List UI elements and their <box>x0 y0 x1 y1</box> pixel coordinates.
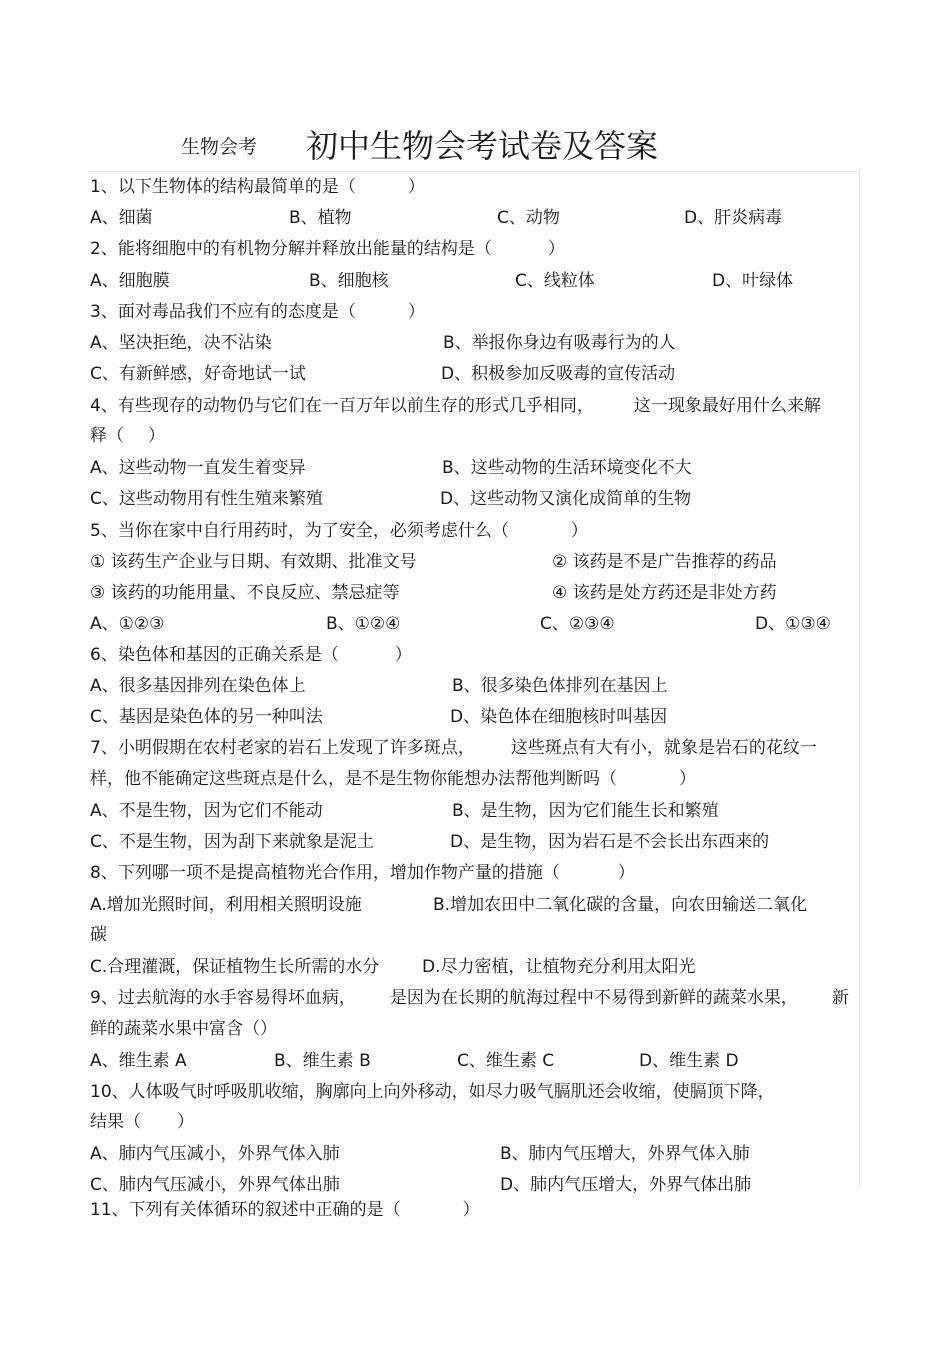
question-9-stem-line-2: 鲜的蔬菜水果中富含（） <box>90 1019 277 1039</box>
question-2-option-d: D、叶绿体 <box>712 271 794 291</box>
question-5-option-d: D、①③④ <box>755 614 831 634</box>
question-5-item-4: ④ 该药是处方药还是非处方药 <box>552 583 777 603</box>
question-7-option-a: A、不是生物，因为它们不能动 <box>90 801 323 821</box>
question-3-option-b: B、举报你身边有吸毒行为的人 <box>443 333 676 353</box>
question-9-stem-line-1: 9、过去航海的水手容易得坏血病， 是因为在长期的航海过程中不易得到新鲜的蔬菜水果， 新 <box>90 988 849 1008</box>
question-8-option-b-continued: 碳 <box>90 925 107 945</box>
question-6-option-a: A、很多基因排列在染色体上 <box>90 676 306 696</box>
question-5-option-c: C、②③④ <box>540 614 615 634</box>
question-8-option-a: A.增加光照时间，利用相关照明设施 <box>90 895 362 915</box>
question-2-stem: 2、能将细胞中的有机物分解并释放出能量的结构是（ ） <box>90 239 565 259</box>
question-6-option-c: C、基因是染色体的另一种叫法 <box>90 707 323 727</box>
question-7-stem-line-1: 7、小明假期在农村老家的岩石上发现了许多斑点， 这些斑点有大有小，就象是岩石的花纹一 <box>90 738 817 758</box>
question-10-option-c: C、肺内气压减小，外界气体出肺 <box>90 1175 340 1195</box>
question-7-option-c: C、不是生物，因为刮下来就象是泥土 <box>90 832 374 852</box>
question-8-stem: 8、下列哪一项不是提高植物光合作用，增加作物产量的措施（ ） <box>90 863 635 883</box>
question-2-option-c: C、线粒体 <box>515 271 595 291</box>
question-4-option-c: C、这些动物用有性生殖来繁殖 <box>90 489 323 509</box>
question-6-option-b: B、很多染色体排列在基因上 <box>452 676 668 696</box>
question-1-option-b: B、植物 <box>289 208 352 228</box>
question-4-option-d: D、这些动物又演化成简单的生物 <box>440 489 692 509</box>
question-10-stem-line-1: 10、人体吸气时呼吸肌收缩，胸廓向上向外移动，如尽力吸气膈肌还会收缩，使膈顶下降， <box>90 1082 775 1102</box>
subject-label: 生物会考 <box>181 136 258 158</box>
question-6-stem: 6、染色体和基因的正确关系是（ ） <box>90 645 412 665</box>
question-9-option-b: B、维生素 B <box>274 1051 371 1071</box>
question-7-option-b: B、是生物，因为它们能生长和繁殖 <box>452 801 719 821</box>
question-1-option-c: C、动物 <box>497 208 560 228</box>
question-4-option-a: A、这些动物一直发生着变异 <box>90 458 306 478</box>
question-10-option-b: B、肺内气压增大，外界气体入肺 <box>500 1144 750 1164</box>
question-4-option-b: B、这些动物的生活环境变化不大 <box>442 458 692 478</box>
question-5-stem: 5、当你在家中自行用药时，为了安全，必须考虑什么（ ） <box>90 521 588 541</box>
question-6-option-d: D、染色体在细胞核时叫基因 <box>450 707 668 727</box>
question-1-stem: 1、以下生物体的结构最简单的是（ ） <box>90 177 425 197</box>
question-4-stem-line-1: 4、有些现存的动物仍与它们在一百万年以前生存的形式几乎相同， 这一现象最好用什么来解 <box>90 396 821 416</box>
question-5-item-1: ① 该药生产企业与日期、有效期、批准文号 <box>90 552 417 572</box>
question-3-option-d: D、积极参加反吸毒的宣传活动 <box>441 364 676 384</box>
question-10-stem-line-2: 结果（ ） <box>90 1112 194 1132</box>
question-2-option-a: A、细胞膜 <box>90 271 170 291</box>
question-8-option-b: B.增加农田中二氧化碳的含量，向农田输送二氧化 <box>433 895 808 915</box>
question-1-option-d: D、肝炎病毒 <box>684 208 783 228</box>
question-7-option-d: D、是生物，因为岩石是不会长出东西来的 <box>450 832 770 852</box>
question-11-stem: 11、下列有关体循环的叙述中正确的是（ ） <box>90 1200 480 1220</box>
question-5-option-a: A、①②③ <box>90 614 165 634</box>
question-10-option-d: D、肺内气压增大，外界气体出肺 <box>500 1175 752 1195</box>
question-3-stem: 3、面对毒品我们不应有的态度是（ ） <box>90 302 425 322</box>
question-5-item-2: ② 该药是不是广告推荐的药品 <box>552 552 777 572</box>
question-9-option-c: C、维生素 C <box>457 1051 555 1071</box>
question-7-stem-line-2: 样，他不能确定这些斑点是什么，是不是生物你能想办法帮他判断吗（ ） <box>90 769 696 789</box>
page-title: 初中生物会考试卷及答案 <box>306 127 659 165</box>
question-2-option-b: B、细胞核 <box>309 271 389 291</box>
question-5-item-3: ③ 该药的功能用量、不良反应、禁忌症等 <box>90 583 400 603</box>
question-5-option-b: B、①②④ <box>326 614 401 634</box>
question-3-option-c: C、有新鲜感，好奇地试一试 <box>90 364 306 384</box>
question-8-option-d: D.尽力密植，让植物充分利用太阳光 <box>422 957 696 977</box>
question-3-option-a: A、坚决拒绝，决不沾染 <box>90 333 272 353</box>
question-10-option-a: A、肺内气压减小，外界气体入肺 <box>90 1144 340 1164</box>
question-8-option-c: C.合理灌溉，保证植物生长所需的水分 <box>90 957 380 977</box>
question-4-stem-line-2: 释（ ） <box>90 426 165 446</box>
question-9-option-a: A、维生素 A <box>90 1051 187 1071</box>
question-9-option-d: D、维生素 D <box>639 1051 739 1071</box>
question-1-option-a: A、细菌 <box>90 208 153 228</box>
